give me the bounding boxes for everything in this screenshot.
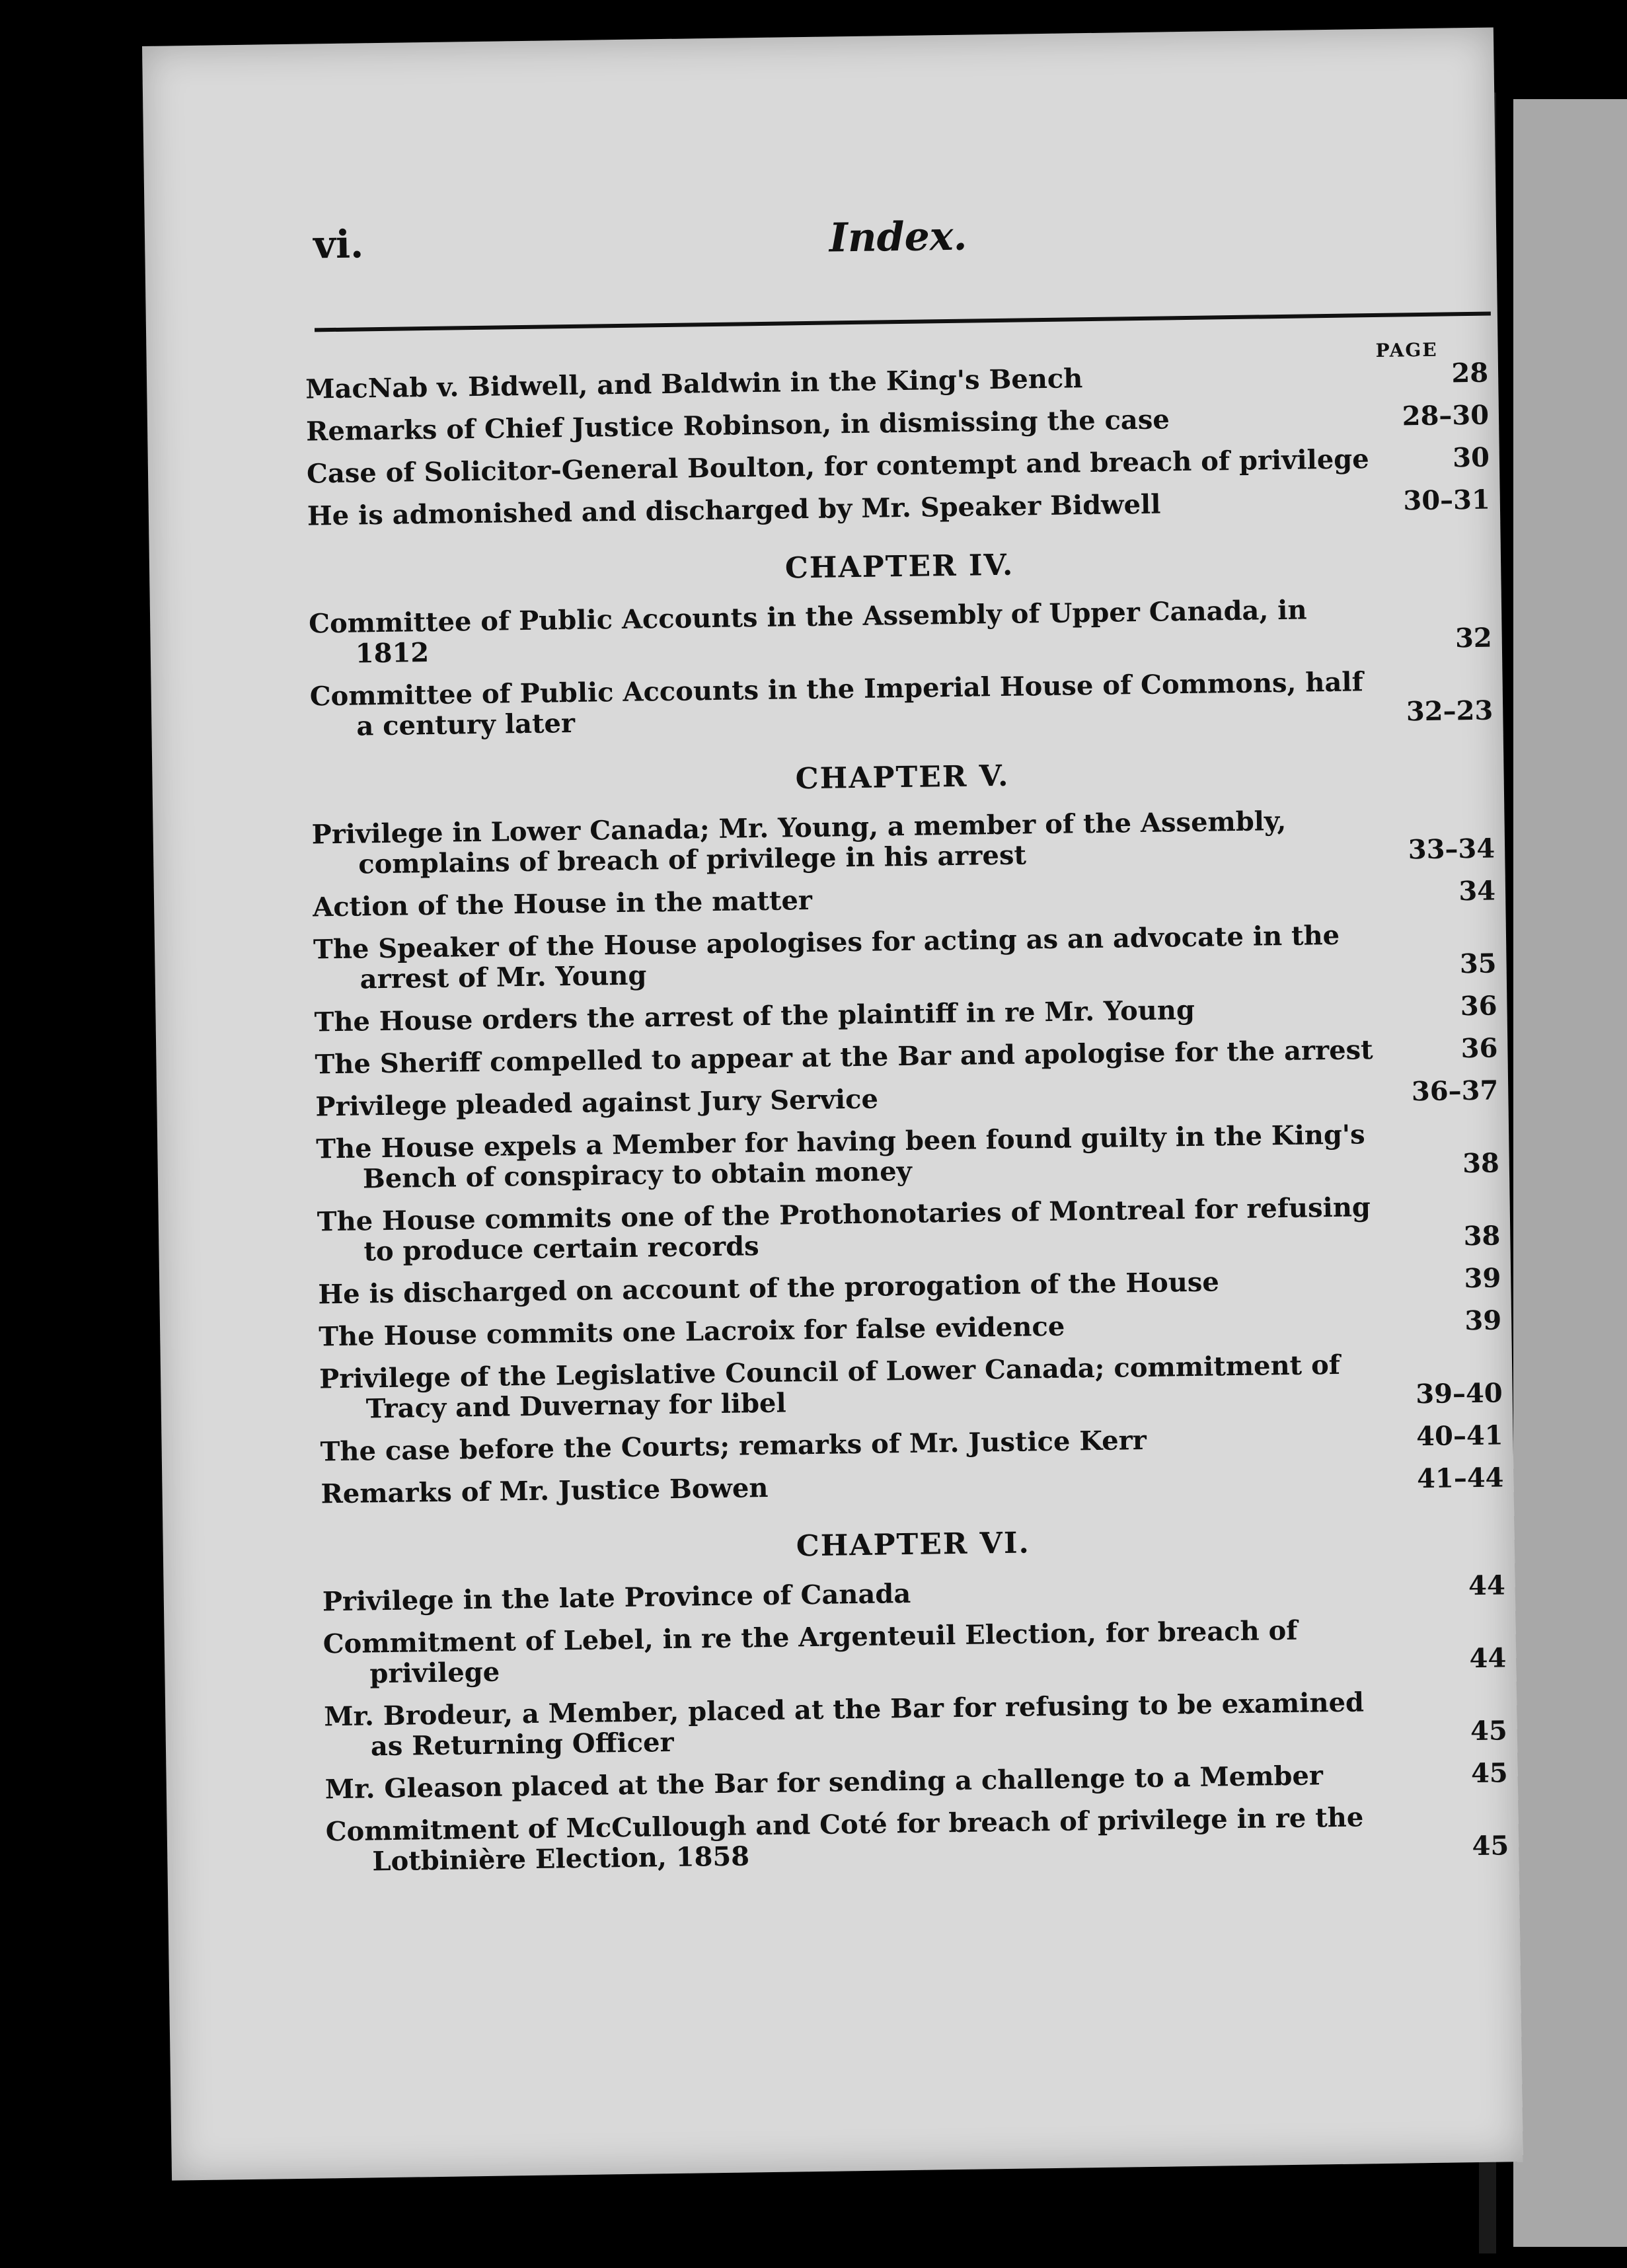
chapter-heading: CHAPTER IV. [784,548,1014,586]
index-entry [321,1462,1503,1509]
index-entry [313,919,1497,996]
index-entry [307,443,1490,490]
entry-page: 45 [1470,1715,1508,1747]
entry-continuation: privilege [369,1656,500,1690]
entry-page: 39–40 [1416,1377,1503,1410]
entry-text: Mr. Brodeur, a Member, placed at the Bar for refusing to be examined [323,1686,1365,1733]
index-entry [309,665,1493,743]
entry-text: Mr. Gleason placed at the Bar for sending a challenge to a Member [324,1760,1324,1805]
entry-text: Committee of Public Accounts in the Imperial House of Commons, half [309,666,1364,712]
entry-text: The House commits one of the Prothonotaries of Montreal for refusing [317,1191,1371,1238]
entry-page: 36–37 [1411,1075,1499,1108]
index-entry [325,1800,1509,1877]
entry-page: 38 [1462,1147,1500,1180]
index-entry [322,1570,1505,1617]
facing-page-edge [1513,99,1627,2247]
entry-page: 44 [1469,1642,1507,1675]
entry-text: MacNab v. Bidwell, and Baldwin in the King's Bench [305,363,1083,405]
entry-continuation: complains of breach of privilege in his arrest [358,839,1027,880]
entry-page: 32–23 [1406,695,1494,728]
entry-text: Privilege in the late Province of Canada [322,1577,911,1618]
entry-page: 45 [1472,1830,1509,1862]
entry-continuation: Lotbinière Election, 1858 [372,1840,750,1877]
entry-page: 30–31 [1403,484,1491,517]
page-title: Index. [829,213,967,262]
entry-text: Commitment of Lebel, in re the Argenteuil Election, for breach of [322,1614,1298,1660]
entry-text: Privilege in Lower Canada; Mr. Young, a member of the Assembly, [311,805,1287,850]
index-entry [318,1263,1501,1310]
entry-continuation: 1812 [355,637,430,669]
index-entry [311,804,1495,881]
entry-text: Privilege pleaded against Jury Service [315,1083,879,1123]
entry-continuation: Bench of conspiracy to obtain money [362,1155,913,1195]
entry-text: The Sheriff compelled to appear at the Bar and apologise for the arrest [315,1034,1373,1080]
entry-text: Remarks of Chief Justice Robinson, in dismissing the case [305,404,1170,447]
page-content [142,27,1523,2180]
index-entry [317,1190,1501,1267]
page-column-label: PAGE [1375,338,1438,361]
entry-page: 30 [1452,441,1490,474]
entry-text: The House orders the arrest of the plaintiff in re Mr. Young [314,994,1195,1038]
entry-page: 28–30 [1402,399,1490,432]
entry-text: The Speaker of the House apologises for acting as an advocate in the [313,919,1340,965]
intro-entries [305,358,1509,1890]
page-number: vi. [313,221,364,268]
index-entry [313,876,1495,923]
entry-text: Action of the House in the matter [312,884,813,923]
entry-text: Privilege of the Legislative Council of Lower Canada; commitment of [319,1349,1341,1395]
entry-continuation: arrest of Mr. Young [359,960,647,995]
entry-page: 39 [1464,1262,1501,1295]
chapter-heading: CHAPTER VI. [796,1526,1031,1564]
index-entry [314,991,1497,1038]
entry-text: The case before the Courts; remarks of Mr. Justice Kerr [320,1424,1147,1468]
entry-page: 38 [1463,1220,1501,1252]
index-entry [315,1076,1498,1123]
entry-text: He is discharged on account of the prorogation of the House [318,1266,1220,1310]
entry-continuation: as Returning Officer [370,1727,674,1762]
entry-text: Case of Solicitor-General Boulton, for contempt and breach of privilege [306,443,1369,490]
running-head [313,206,1484,302]
entry-continuation: Tracy and Duvernay for libel [365,1387,786,1425]
entry-text: He is admonished and discharged by Mr. Speaker Bidwell [307,488,1161,532]
index-entry [319,1347,1503,1425]
index-entry [325,1758,1508,1805]
index-entry [319,1305,1501,1352]
entry-page: 28 [1451,357,1489,389]
entry-page: 36 [1460,1032,1498,1065]
entry-page: 32 [1455,622,1493,654]
index-entry [315,1034,1497,1080]
index-entry [307,485,1490,532]
entry-continuation: a century later [356,707,576,742]
header-rule [315,312,1491,332]
entry-page: 44 [1468,1569,1506,1602]
entry-page: 33–34 [1408,833,1495,866]
entry-text: The House expels a Member for having been found guilty in the King's [316,1119,1365,1165]
index-entry [316,1117,1499,1195]
index-entry [305,358,1488,405]
entry-text: Committee of Public Accounts in the Assembly of Upper Canada, in [308,594,1307,640]
index-entry [324,1685,1507,1762]
entry-page: 45 [1470,1757,1509,1790]
entry-page: 36 [1460,990,1497,1022]
index-entry [322,1612,1506,1690]
entry-text: Commitment of McCullough and Coté for breach of privilege in re the [325,1801,1364,1848]
index-entry [320,1420,1503,1467]
entry-page: 39 [1464,1304,1502,1337]
entry-page: 35 [1459,948,1497,980]
entry-page: 41–44 [1416,1462,1504,1495]
index-page [142,27,1523,2180]
entry-continuation: to produce certain records [363,1230,759,1267]
entry-page: 40–41 [1416,1419,1503,1453]
index-entry [306,400,1489,447]
entry-page: 34 [1458,875,1496,907]
chapter-heading: CHAPTER V. [795,759,1010,796]
index-entry [309,593,1492,670]
entry-text: The House commits one Lacroix for false evidence [318,1310,1065,1353]
entry-text: Remarks of Mr. Justice Bowen [321,1472,769,1510]
